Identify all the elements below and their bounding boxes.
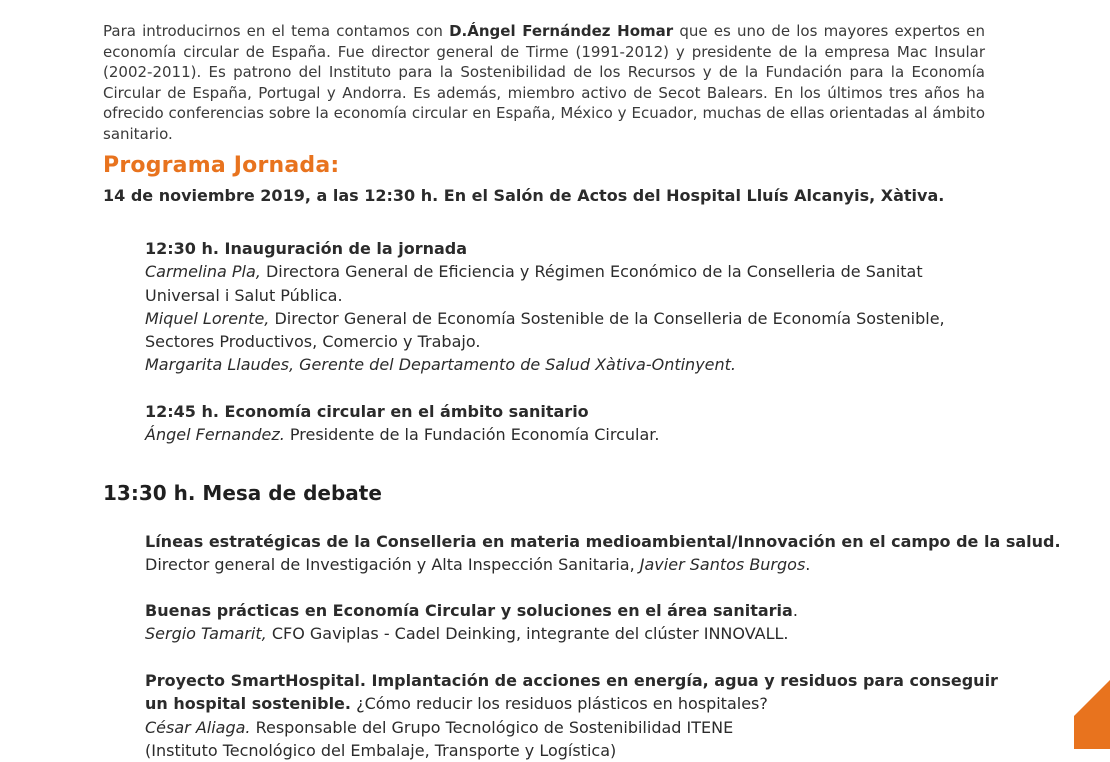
participant-line: [145, 553, 1061, 576]
intro-paragraph: [103, 21, 985, 145]
participant-role: Responsable del Grupo Tecnológico de Sostenibilidad ITENE: [250, 717, 734, 737]
session-economia: [145, 400, 659, 447]
participant-line: [145, 423, 659, 446]
session-title: 12:30 h. Inauguración de la jornada: [145, 239, 468, 258]
participant-name: Miquel Lorente,: [145, 308, 270, 328]
participant-name: Javier Santos Burgos: [639, 555, 806, 575]
session-inauguration: [145, 237, 945, 377]
participant-name: Ángel Fernandez.: [145, 425, 285, 445]
participant-name: Sergio Tamarit,: [145, 624, 267, 644]
participant-line-cont: Universal i Salut Pública.: [145, 285, 343, 305]
talk-title-cont: un hospital sostenible.: [145, 694, 351, 714]
participant-role: Director General de Economía Sostenible de la Conselleria de Economía Sostenible,: [269, 308, 945, 328]
talk-title: Proyecto SmartHospital. Implantación de acciones en energía, agua y residuos para conseguir: [145, 671, 998, 690]
participant-line-cont: (Instituto Tecnológico del Embalaje, Transporte y Logística): [145, 740, 617, 760]
intro-text-start: Para introducirnos en el tema contamos con: [103, 22, 450, 40]
decorative-corner-block: [1074, 716, 1110, 749]
talk-title-line: [145, 692, 998, 715]
participant-line: [145, 260, 945, 283]
participant-role: Director general de Investigación y Alta Inspección Sanitaria,: [145, 555, 640, 575]
decorative-corner-triangle: [1074, 680, 1110, 716]
talk-question: ¿Cómo reducir los residuos plásticos en hospitales?: [350, 694, 768, 714]
participant-role: CFO Gaviplas - Cadel Deinking, integrante del clúster INNOVALL.: [266, 624, 789, 644]
participant-name: Carmelina Pla,: [145, 262, 261, 282]
talk-smarthospital: [145, 669, 998, 762]
punctuation: .: [792, 601, 798, 620]
participant-line: [145, 716, 998, 739]
participant-line: [145, 307, 945, 330]
talk-title: Líneas estratégicas de la Conselleria en materia medioambiental/Innovación en el campo de la salud.: [145, 532, 1061, 551]
talk-title: Buenas prácticas en Economía Circular y soluciones en el área sanitaria: [145, 601, 793, 620]
talk-buenas-practicas: [145, 599, 798, 646]
punctuation: .: [805, 555, 811, 575]
talk-title-line: [145, 599, 798, 622]
session-title: 12:45 h. Economía circular en el ámbito sanitario: [145, 402, 589, 421]
participant-name: Margarita Llaudes, Gerente del Departamento de Salud Xàtiva-Ontinyent.: [145, 355, 736, 375]
participant-line: [145, 622, 798, 645]
program-heading: Programa Jornada:: [103, 153, 340, 178]
talk-lineas: [145, 530, 1061, 577]
program-date: 14 de noviembre 2019, a las 12:30 h. En el Salón de Actos del Hospital Lluís Alcanyis, Xàtiva.: [103, 186, 945, 205]
participant-line-cont: Sectores Productivos, Comercio y Trabajo.: [145, 332, 481, 352]
mesa-debate-heading: 13:30 h. Mesa de debate: [103, 481, 382, 505]
participant-role: Presidente de la Fundación Economía Circular.: [284, 425, 660, 445]
speaker-name: D.Ángel Fernández Homar: [449, 22, 674, 40]
participant-line: [145, 353, 945, 376]
participant-name: César Aliaga.: [145, 717, 251, 737]
participant-role: Directora General de Eficiencia y Régimen Económico de la Conselleria de Sanitat: [260, 262, 923, 282]
intro-text-end: que es uno de los mayores expertos en economía circular de España. Fue director general de Tirme (1991-2012) y presidente de la empresa Mac Insular (2002-2011). Es patrono del Instituto para la Sostenibilidad de los Recursos y de la Fundación para la Economía Circular de España, Portugal y Andorra. Es además, miembro activo de Secot Balears. En los últimos tres años ha ofrecido conferencias sobre la economía circular en España, México y Ecuador, muchas de ellas orientadas al ámbito sanitario.: [103, 22, 986, 143]
